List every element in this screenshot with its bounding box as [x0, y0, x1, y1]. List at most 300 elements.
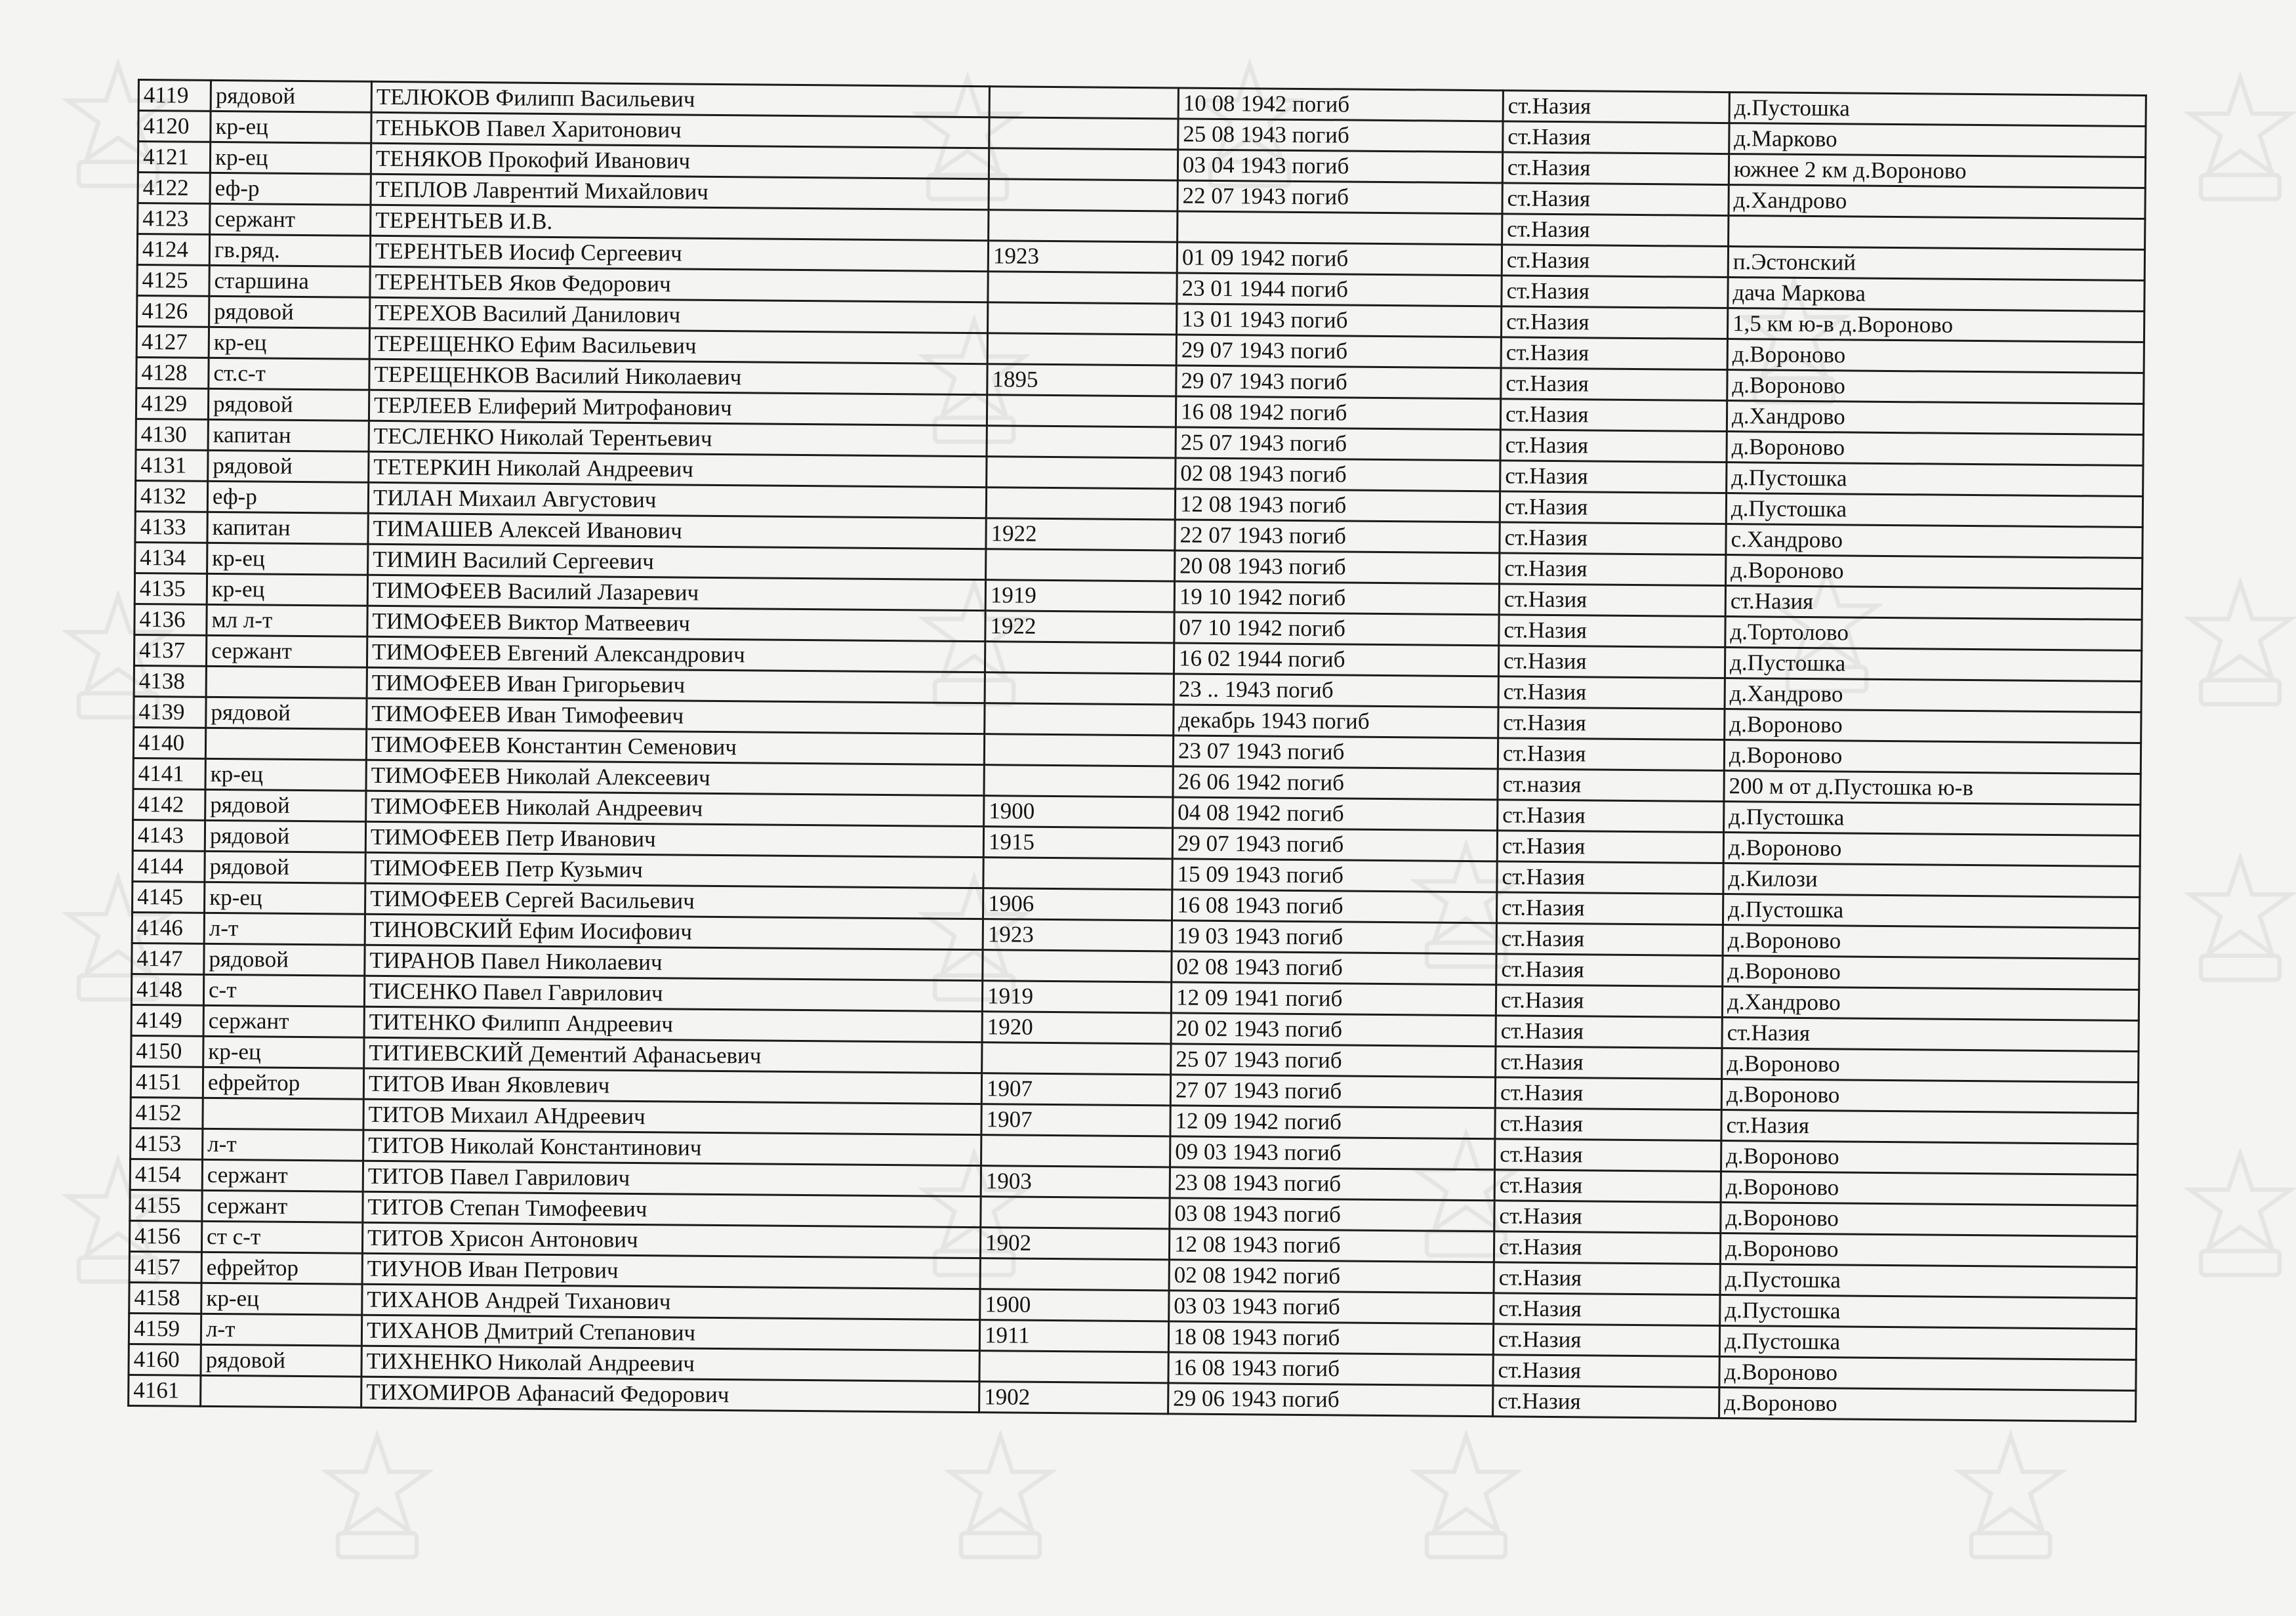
birth-year-cell — [981, 1197, 1170, 1229]
burial-location-cell — [1729, 216, 2145, 250]
rank-cell: кр-ец — [210, 142, 371, 174]
full-name-cell: ТИХНЕНКО Николай Андреевич — [361, 1346, 979, 1381]
rank-cell: кр-ец — [209, 327, 369, 359]
burial-location-cell: ст.Назия — [1722, 1018, 2139, 1052]
full-name-cell: ТИМОФЕЕВ Евгений Александрович — [367, 636, 985, 672]
birth-year-cell — [982, 1043, 1171, 1075]
rank-cell: с-т — [203, 974, 364, 1006]
birth-year-cell — [986, 487, 1175, 520]
casualty-records-table — [127, 79, 2147, 1422]
full-name-cell: ТИЛАН Михаил Августович — [368, 482, 986, 518]
station-cell: ст.Назия — [1500, 522, 1726, 555]
full-name-cell: ТЕРЕЩЕНКО Ефим Васильевич — [369, 328, 987, 363]
birth-year-cell — [989, 87, 1178, 119]
station-cell: ст.Назия — [1502, 183, 1729, 216]
station-cell: ст.Назия — [1500, 430, 1727, 463]
birth-year-cell — [985, 673, 1174, 705]
station-cell: ст.Назия — [1499, 584, 1725, 617]
birth-year-cell: 1900 — [980, 1289, 1169, 1321]
burial-location-cell: д.Хандрово — [1727, 401, 2143, 435]
burial-location-cell: д.Вороново — [1727, 432, 2143, 466]
station-cell: ст.Назия — [1499, 615, 1725, 648]
birth-year-cell — [983, 858, 1172, 890]
station-cell: ст.Назия — [1501, 306, 1727, 339]
birth-year-cell — [985, 642, 1174, 674]
full-name-cell: ТЕРЕЩЕНКОВ Василий Николаевич — [369, 359, 987, 394]
death-date-cell — [1178, 211, 1502, 245]
station-cell: ст.Назия — [1500, 461, 1727, 493]
record-number-cell: 4133 — [135, 511, 207, 543]
station-cell: ст.Назия — [1502, 245, 1728, 278]
rank-cell: кр-ец — [201, 1283, 362, 1315]
station-cell: ст.Назия — [1498, 676, 1725, 709]
full-name-cell: ТИМОФЕЕВ Иван Григорьевич — [367, 667, 985, 703]
record-number-cell: 4151 — [131, 1066, 203, 1098]
full-name-cell: ТИМОФЕЕВ Николай Алексеевич — [366, 760, 984, 795]
full-name-cell: ТИХАНОВ Дмитрий Степанович — [361, 1315, 979, 1350]
birth-year-cell: 1922 — [985, 611, 1174, 643]
burial-location-cell: д.Хандрово — [1725, 678, 2141, 713]
station-cell: ст.Назия — [1494, 1262, 1720, 1295]
record-number-cell: 4153 — [131, 1128, 203, 1159]
burial-location-cell: д.Вороново — [1724, 740, 2141, 774]
record-number-cell: 4136 — [134, 604, 207, 635]
full-name-cell: ТИТОВ Николай Константинович — [363, 1130, 981, 1165]
burial-location-cell: д.Вороново — [1723, 956, 2139, 990]
record-number-cell: 4129 — [136, 388, 208, 419]
death-date-cell: декабрь 1943 погиб — [1174, 705, 1498, 738]
record-number-cell: 4149 — [131, 1005, 203, 1036]
death-date-cell: 23 .. 1943 погиб — [1174, 674, 1498, 707]
record-number-cell: 4145 — [133, 881, 205, 913]
record-number-cell: 4144 — [133, 850, 205, 882]
death-date-cell: 09 03 1943 погиб — [1170, 1136, 1495, 1170]
burial-location-cell: д.Вороново — [1721, 1141, 2137, 1175]
burial-location-cell: д.Вороново — [1723, 833, 2140, 867]
full-name-cell: ТИТОВ Михаил АНдреевич — [363, 1099, 981, 1134]
burial-location-cell: д.Вороново — [1721, 1172, 2137, 1206]
station-cell: ст.Назия — [1500, 491, 1726, 524]
full-name-cell: ТИСЕНКО Павел Гаврилович — [364, 976, 982, 1011]
death-date-cell: 12 09 1941 погиб — [1171, 982, 1496, 1016]
full-name-cell: ТЕРЕХОВ Василий Данилович — [370, 297, 988, 333]
station-cell: ст.Назия — [1497, 831, 1723, 863]
rank-cell — [201, 1375, 361, 1407]
birth-year-cell: 1923 — [983, 919, 1172, 951]
full-name-cell: ТИМОФЕЕВ Василий Лазаревич — [367, 575, 985, 610]
death-date-cell: 23 01 1944 погиб — [1177, 273, 1502, 306]
death-date-cell: 12 08 1943 погиб — [1169, 1229, 1494, 1262]
birth-year-cell — [989, 148, 1178, 180]
death-date-cell: 07 10 1942 погиб — [1174, 612, 1499, 646]
death-date-cell: 16 02 1944 погиб — [1174, 643, 1498, 676]
death-date-cell: 20 02 1943 погиб — [1171, 1013, 1496, 1046]
star-emblem-icon — [1955, 1430, 2066, 1562]
death-date-cell: 16 08 1943 погиб — [1168, 1352, 1493, 1386]
burial-location-cell: д.Вороново — [1720, 1233, 2137, 1268]
birth-year-cell — [987, 395, 1176, 427]
birth-year-cell: 1922 — [986, 518, 1175, 550]
burial-location-cell: ст.Назия — [1725, 586, 2142, 620]
rank-cell: сержант — [203, 1005, 364, 1037]
burial-location-cell: ст.Назия — [1721, 1110, 2138, 1144]
record-number-cell: 4152 — [131, 1097, 203, 1129]
rank-cell: кр-ец — [205, 882, 365, 914]
station-cell: ст.Назия — [1496, 954, 1723, 987]
rank-cell: старшина — [209, 265, 370, 297]
rank-cell: мл л-т — [207, 604, 367, 636]
burial-location-cell: д.Вороново — [1725, 709, 2141, 743]
rank-cell: рядовой — [206, 697, 367, 729]
record-number-cell: 4148 — [131, 974, 203, 1005]
full-name-cell: ТИМОФЕЕВ Николай Андреевич — [366, 791, 984, 826]
record-number-cell: 4124 — [137, 234, 209, 266]
full-name-cell: ТИТЕНКО Филипп Андреевич — [364, 1006, 982, 1042]
full-name-cell: ТИТОВ Павел Гаврилович — [363, 1161, 981, 1196]
full-name-cell: ТИТОВ Степан Тимофеевич — [363, 1191, 981, 1227]
death-date-cell: 02 08 1942 погиб — [1169, 1260, 1494, 1293]
full-name-cell: ТИМОФЕЕВ Иван Тимофеевич — [367, 698, 985, 734]
burial-location-cell: д.Вороново — [1722, 1048, 2139, 1083]
record-number-cell: 4142 — [133, 789, 205, 820]
station-cell: ст.Назия — [1500, 399, 1727, 432]
record-number-cell: 4126 — [137, 296, 209, 327]
burial-location-cell: д.Пустошка — [1719, 1325, 2136, 1359]
death-date-cell: 15 09 1943 погиб — [1172, 859, 1497, 892]
death-date-cell: 19 03 1943 погиб — [1172, 921, 1496, 954]
star-emblem-icon — [2184, 72, 2296, 203]
death-date-cell: 10 08 1942 погиб — [1178, 88, 1503, 121]
star-emblem-icon — [2184, 1148, 2296, 1279]
station-cell: ст.Назия — [1495, 1108, 1721, 1141]
birth-year-cell — [984, 765, 1173, 797]
death-date-cell: 25 08 1943 погиб — [1178, 119, 1503, 152]
star-emblem-icon — [2184, 577, 2296, 709]
full-name-cell: ТИТОВ Хрисон Антонович — [362, 1222, 980, 1258]
birth-year-cell: 1919 — [982, 981, 1171, 1013]
full-name-cell: ТЕРЕНТЬЕВ Иосиф Сергеевич — [370, 236, 988, 271]
birth-year-cell — [987, 426, 1176, 458]
station-cell: ст.Назия — [1494, 1293, 1720, 1326]
death-date-cell: 02 08 1943 погиб — [1176, 458, 1500, 491]
station-cell: ст.Назия — [1502, 214, 1729, 247]
burial-location-cell: д.Тортолово — [1725, 617, 2142, 651]
birth-year-cell: 1907 — [981, 1073, 1170, 1106]
full-name-cell: ТИМОФЕЕВ Сергей Васильевич — [365, 883, 983, 919]
full-name-cell: ТИТИЕВСКИЙ Дементий Афанасьевич — [364, 1037, 982, 1073]
record-number-cell: 4127 — [136, 327, 209, 358]
birth-year-cell — [986, 549, 1175, 581]
death-date-cell: 13 01 1943 погиб — [1176, 304, 1501, 337]
burial-location-cell: д.Вороново — [1721, 1203, 2137, 1237]
rank-cell: рядовой — [205, 851, 365, 883]
death-date-cell: 03 04 1943 погиб — [1178, 150, 1502, 183]
rank-cell: ефрейтор — [203, 1067, 363, 1099]
death-date-cell: 25 07 1943 погиб — [1176, 427, 1500, 461]
record-number-cell: 4155 — [130, 1190, 202, 1221]
station-cell: ст.Назия — [1494, 1201, 1721, 1233]
full-name-cell: ТЕРЛЕЕВ Елиферий Митрофанович — [369, 390, 987, 425]
station-cell: ст.Назия — [1496, 923, 1723, 956]
birth-year-cell — [987, 457, 1176, 489]
birth-year-cell: 1895 — [987, 364, 1176, 396]
burial-location-cell: д.Вороново — [1727, 339, 2144, 373]
rank-cell: кр-ец — [207, 573, 367, 606]
star-emblem-icon — [2184, 853, 2296, 984]
birth-year-cell — [980, 1258, 1169, 1291]
record-number-cell: 4125 — [137, 265, 209, 297]
death-date-cell: 26 06 1942 погиб — [1173, 766, 1498, 800]
full-name-cell: ТЕПЛОВ Лаврентий Михайлович — [371, 174, 989, 209]
burial-location-cell: д.Вороново — [1719, 1387, 2136, 1421]
rank-cell: гв.ряд. — [209, 234, 370, 266]
full-name-cell: ТИМАШЕВ Алексей Иванович — [368, 513, 986, 549]
record-number-cell: 4157 — [129, 1251, 201, 1283]
station-cell: ст.Назия — [1498, 646, 1725, 678]
birth-year-cell — [979, 1351, 1168, 1383]
record-number-cell: 4159 — [129, 1313, 201, 1344]
rank-cell: капитан — [208, 419, 369, 451]
record-number-cell: 4138 — [134, 665, 206, 697]
rank-cell: ефрейтор — [201, 1252, 362, 1284]
rank-cell: л-т — [203, 1129, 363, 1161]
full-name-cell: ТИНОВСКИЙ Ефим Иосифович — [365, 914, 983, 949]
birth-year-cell: 1900 — [984, 796, 1173, 828]
death-date-cell: 12 08 1943 погиб — [1175, 489, 1500, 522]
record-number-cell: 4146 — [132, 912, 204, 943]
rank-cell: еф-р — [207, 481, 368, 513]
record-number-cell: 4130 — [136, 419, 208, 450]
burial-location-cell: д.Вороново — [1723, 925, 2139, 959]
station-cell: ст.Назия — [1503, 91, 1729, 123]
birth-year-cell — [989, 117, 1178, 150]
records-table-body — [129, 80, 2146, 1422]
record-number-cell: 4123 — [138, 203, 210, 235]
full-name-cell: ТЕЛЮКОВ Филипп Васильевич — [371, 81, 989, 117]
rank-cell: л-т — [201, 1314, 361, 1346]
death-date-cell: 29 07 1943 погиб — [1176, 335, 1501, 368]
birth-year-cell — [985, 703, 1174, 735]
death-date-cell: 03 03 1943 погиб — [1169, 1291, 1494, 1324]
station-cell: ст.Назия — [1494, 1232, 1720, 1264]
rank-cell: рядовой — [204, 943, 365, 976]
rank-cell: кр-ец — [203, 1036, 364, 1068]
death-date-cell: 23 07 1943 погиб — [1173, 735, 1498, 769]
rank-cell: сержант — [202, 1159, 363, 1191]
station-cell: ст.Назия — [1501, 368, 1727, 401]
burial-location-cell: д.Пустошка — [1727, 463, 2143, 497]
station-cell: ст.Назия — [1495, 1139, 1721, 1172]
station-cell: ст.Назия — [1496, 892, 1723, 925]
birth-year-cell: 1906 — [983, 888, 1172, 921]
record-number-cell: 4128 — [136, 357, 209, 388]
record-number-cell: 4160 — [129, 1344, 201, 1375]
record-number-cell: 4122 — [138, 173, 210, 204]
station-cell: ст.Назия — [1496, 1016, 1722, 1048]
record-number-cell: 4120 — [138, 111, 211, 142]
rank-cell: л-т — [204, 913, 365, 945]
death-date-cell: 12 09 1942 погиб — [1170, 1106, 1495, 1139]
burial-location-cell: д.Килози — [1723, 863, 2140, 898]
burial-location-cell: п.Эстонский — [1728, 247, 2144, 281]
full-name-cell: ТЕРЕНТЬЕВ Яков Федорович — [370, 266, 988, 302]
rank-cell — [205, 728, 366, 760]
record-number-cell: 4132 — [135, 480, 207, 512]
death-date-cell: 02 08 1943 погиб — [1172, 951, 1496, 985]
star-emblem-icon — [945, 1430, 1056, 1562]
burial-location-cell: с.Хандрово — [1726, 524, 2142, 558]
station-cell: ст.Назия — [1498, 707, 1725, 740]
station-cell: ст.Назия — [1500, 553, 1726, 586]
record-number-cell: 4161 — [129, 1375, 201, 1406]
birth-year-cell — [984, 734, 1173, 766]
rank-cell: кр-ец — [205, 758, 366, 791]
birth-year-cell: 1902 — [979, 1382, 1168, 1414]
burial-location-cell: южнее 2 км д.Вороново — [1729, 154, 2145, 188]
rank-cell: кр-ец — [207, 543, 368, 575]
death-date-cell: 23 08 1943 погиб — [1170, 1167, 1494, 1201]
star-emblem-icon — [1410, 1430, 1522, 1562]
birth-year-cell — [987, 333, 1176, 365]
burial-location-cell: д.Вороново — [1719, 1356, 2136, 1390]
full-name-cell: ТИТОВ Иван Яковлевич — [363, 1068, 981, 1104]
burial-location-cell: д.Пустошка — [1720, 1295, 2137, 1329]
burial-location-cell: 1,5 км ю-в д.Вороново — [1727, 308, 2144, 342]
rank-cell: ст с-т — [201, 1221, 362, 1253]
full-name-cell: ТИУНОВ Иван Петрович — [362, 1253, 980, 1289]
record-number-cell: 4121 — [138, 142, 210, 173]
burial-location-cell: д.Марково — [1729, 123, 2146, 157]
death-date-cell: 16 08 1942 погиб — [1176, 396, 1500, 430]
record-number-cell: 4143 — [133, 819, 205, 851]
birth-year-cell: 1923 — [988, 241, 1177, 273]
death-date-cell: 16 08 1943 погиб — [1172, 890, 1496, 923]
burial-location-cell: д.Пустошка — [1725, 648, 2141, 682]
rank-cell — [206, 666, 367, 698]
burial-location-cell: д.Пустошка — [1729, 93, 2146, 127]
birth-year-cell — [989, 179, 1178, 211]
full-name-cell: ТИМОФЕЕВ Петр Иванович — [365, 821, 983, 857]
burial-location-cell: д.Вороново — [1726, 555, 2142, 589]
full-name-cell: ТЕНЯКОВ Прокофий Иванович — [371, 143, 989, 178]
station-cell: ст.Назия — [1498, 738, 1724, 771]
burial-location-cell: д.Хандрово — [1729, 185, 2145, 219]
death-date-cell: 27 07 1943 погиб — [1170, 1075, 1495, 1108]
burial-location-cell: 200 м от д.Пустошка ю-в — [1724, 771, 2141, 805]
station-cell: ст.Назия — [1496, 1046, 1722, 1079]
rank-cell: рядовой — [208, 450, 369, 482]
burial-location-cell: д.Вороново — [1727, 370, 2144, 404]
death-date-cell: 29 07 1943 погиб — [1172, 828, 1497, 861]
record-number-cell: 4141 — [133, 758, 205, 789]
record-number-cell: 4147 — [132, 943, 204, 974]
record-number-cell: 4134 — [135, 542, 207, 573]
birth-year-cell: 1907 — [981, 1104, 1170, 1136]
rank-cell: сержант — [202, 1190, 363, 1222]
rank-cell: еф-р — [210, 173, 371, 205]
death-date-cell: 29 07 1943 погиб — [1176, 365, 1501, 399]
record-number-cell: 4156 — [129, 1220, 201, 1252]
birth-year-cell: 1915 — [983, 827, 1172, 859]
death-date-cell: 18 08 1943 погиб — [1168, 1321, 1493, 1355]
full-name-cell: ТЕСЛЕНКО Николай Терентьевич — [369, 421, 987, 456]
death-date-cell: 03 08 1943 погиб — [1170, 1198, 1494, 1232]
birth-year-cell — [989, 210, 1178, 242]
station-cell: ст.Назия — [1497, 861, 1723, 894]
death-date-cell: 29 06 1943 погиб — [1168, 1383, 1493, 1417]
station-cell: ст.Назия — [1494, 1170, 1721, 1203]
record-number-cell: 4139 — [134, 696, 206, 728]
record-number-cell: 4119 — [138, 80, 211, 112]
full-name-cell: ТИХОМИРОВ Афанасий Федорович — [361, 1377, 979, 1412]
full-name-cell: ТЕНЬКОВ Павел Харитонович — [371, 112, 989, 148]
station-cell: ст.Назия — [1498, 800, 1724, 833]
death-date-cell: 01 09 1942 погиб — [1177, 242, 1502, 276]
birth-year-cell: 1902 — [980, 1228, 1169, 1260]
burial-location-cell: д.Пустошка — [1720, 1264, 2137, 1298]
rank-cell: ст.с-т — [209, 358, 369, 390]
birth-year-cell: 1903 — [981, 1166, 1170, 1198]
star-emblem-icon — [321, 1430, 433, 1562]
rank-cell: рядовой — [201, 1344, 361, 1377]
birth-year-cell — [988, 272, 1177, 304]
record-number-cell: 4137 — [134, 634, 206, 666]
full-name-cell: ТИМОФЕЕВ Петр Кузьмич — [365, 852, 983, 888]
record-number-cell: 4150 — [131, 1035, 203, 1067]
burial-location-cell: д.Вороново — [1721, 1079, 2138, 1113]
rank-cell: капитан — [207, 512, 368, 544]
full-name-cell: ТИМОФЕЕВ Константин Семенович — [366, 729, 984, 764]
rank-cell: сержант — [206, 635, 367, 667]
burial-location-cell: д.Пустошка — [1724, 802, 2141, 836]
burial-location-cell: д.Хандрово — [1722, 987, 2139, 1021]
death-date-cell: 19 10 1942 погиб — [1174, 581, 1499, 615]
station-cell: ст.Назия — [1493, 1386, 1719, 1419]
death-date-cell: 25 07 1943 погиб — [1171, 1044, 1496, 1077]
record-number-cell: 4154 — [130, 1159, 202, 1190]
full-name-cell: ТЕТЕРКИН Николай Андреевич — [369, 451, 987, 487]
station-cell: ст.Назия — [1493, 1355, 1719, 1388]
rank-cell: рядовой — [205, 820, 365, 852]
station-cell: ст.Назия — [1503, 121, 1729, 154]
record-number-cell: 4140 — [133, 727, 205, 758]
station-cell: ст.назия — [1498, 769, 1724, 802]
full-name-cell: ТИРАНОВ Павел Николаевич — [365, 945, 983, 980]
birth-year-cell — [987, 302, 1176, 335]
death-date-cell: 20 08 1943 погиб — [1175, 550, 1500, 584]
station-cell: ст.Назия — [1496, 985, 1722, 1018]
full-name-cell: ТИМОФЕЕВ Виктор Матвеевич — [367, 606, 985, 641]
station-cell: ст.Назия — [1502, 152, 1729, 185]
station-cell: ст.Назия — [1502, 276, 1728, 308]
full-name-cell: ТЕРЕНТЬЕВ И.В. — [371, 205, 989, 240]
rank-cell: рядовой — [209, 296, 370, 328]
rank-cell: кр-ец — [211, 111, 371, 143]
birth-year-cell — [983, 950, 1172, 982]
rank-cell — [203, 1098, 363, 1130]
record-number-cell: 4158 — [129, 1282, 201, 1314]
full-name-cell: ТИХАНОВ Андрей Тиханович — [362, 1284, 980, 1319]
station-cell: ст.Назия — [1493, 1324, 1719, 1357]
full-name-cell: ТИМИН Василий Сергеевич — [368, 544, 986, 579]
rank-cell: рядовой — [208, 388, 369, 421]
station-cell: ст.Назия — [1501, 337, 1727, 370]
record-number-cell: 4135 — [134, 573, 207, 604]
birth-year-cell — [981, 1135, 1170, 1167]
birth-year-cell: 1919 — [985, 580, 1174, 612]
birth-year-cell: 1911 — [979, 1320, 1168, 1352]
death-date-cell: 22 07 1943 погиб — [1178, 180, 1502, 214]
